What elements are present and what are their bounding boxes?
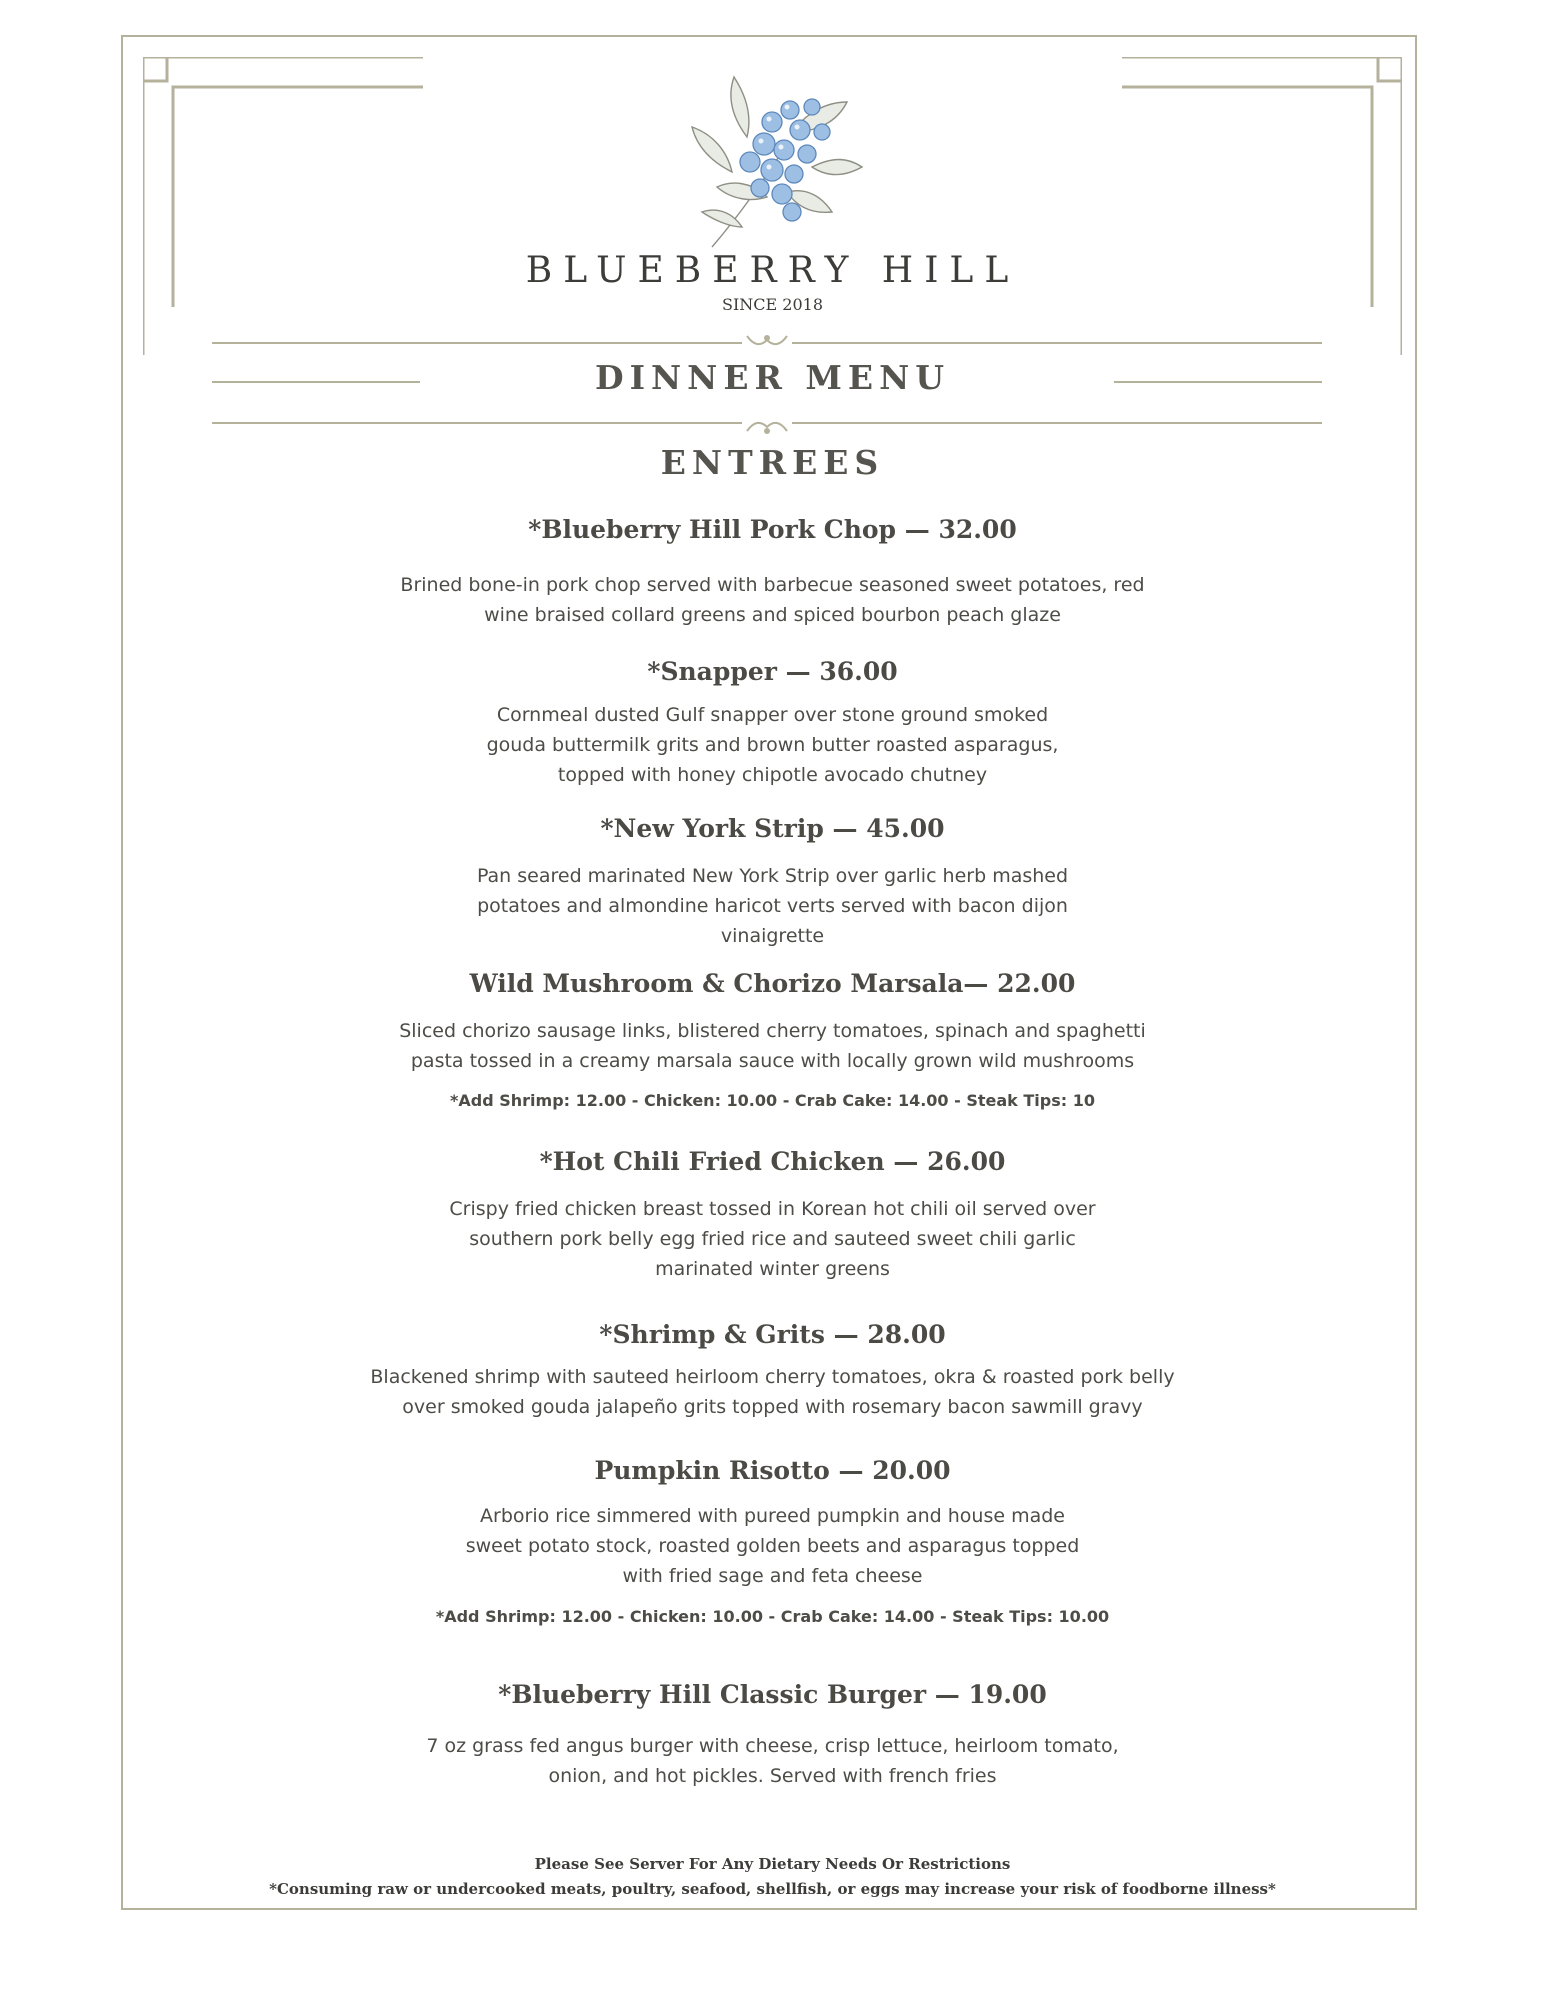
item-description-line: Cornmeal dusted Gulf snapper over stone ground smoked [496,704,1049,726]
food-safety-warning: *Consuming raw or undercooked meats, poultry, seafood, shellfish, or eggs may increase your risk of foodborne illness* [269,1880,1276,1898]
blueberry-logo-icon [672,62,872,252]
item-description-line: potatoes and almondine haricot verts served with bacon dijon [477,895,1068,917]
item-description [0,1016,1545,1076]
dietary-notice: Please See Server For Any Dietary Needs Or Restrictions [534,1855,1011,1873]
item-description [0,1501,1545,1591]
item-description-line: topped with honey chipotle avocado chutney [557,764,988,786]
item-description-line: wine braised collard greens and spiced bourbon peach glaze [484,604,1061,626]
item-name: Wild Mushroom & Chorizo Marsala— 22.00 [469,969,1076,998]
item-description-line: onion, and hot pickles. Served with french fries [548,1765,997,1787]
brand-name: BLUEBERRY HILL [525,250,1020,291]
item-description-line: vinaigrette [720,925,825,947]
item-description-line: gouda buttermilk grits and brown butter roasted asparagus, [486,734,1059,756]
item-description-line: pasta tossed in a creamy marsala sauce with locally grown wild mushrooms [410,1050,1135,1072]
item-name: *Blueberry Hill Classic Burger — 19.00 [498,1680,1047,1709]
ornamental-divider-top [212,328,1322,358]
item-name: *Shrimp & Grits — 28.00 [599,1320,946,1349]
item-description-line: Crispy fried chicken breast tossed in Korean hot chili oil served over [449,1198,1096,1220]
item-description-line: Pan seared marinated New York Strip over garlic herb mashed [476,865,1069,887]
item-description-line: 7 oz grass fed angus burger with cheese, crisp lettuce, heirloom tomato, [426,1735,1119,1757]
ornamental-divider-bottom [212,411,1322,441]
item-name: *Blueberry Hill Pork Chop — 32.00 [528,515,1017,544]
item-description-line: sweet potato stock, roasted golden beets and asparagus topped [465,1535,1080,1557]
item-description [0,700,1545,790]
item-description-line: Blackened shrimp with sauteed heirloom cherry tomatoes, okra & roasted pork belly [370,1366,1175,1388]
item-description [0,1194,1545,1284]
item-description [0,570,1545,630]
item-description-line: southern pork belly egg fried rice and sauteed sweet chili garlic [469,1228,1076,1250]
item-description-line: over smoked gouda jalapeño grits topped with rosemary bacon sawmill gravy [402,1396,1143,1418]
item-description [0,861,1545,951]
item-addon-options: *Add Shrimp: 12.00 - Chicken: 10.00 - Crab Cake: 14.00 - Steak Tips: 10.00 [435,1607,1110,1626]
item-description [0,1731,1545,1791]
item-name: *Hot Chili Fried Chicken — 26.00 [539,1147,1006,1176]
item-name: *Snapper — 36.00 [647,657,898,686]
item-description-line: with fried sage and feta cheese [622,1565,923,1587]
section-title-entrees: ENTREES [660,443,885,482]
brand-since: SINCE 2018 [721,295,823,314]
item-description-line: marinated winter greens [655,1258,890,1280]
item-name: *New York Strip — 45.00 [600,814,945,843]
item-description-line: Arborio rice simmered with pureed pumpkin and house made [480,1505,1065,1527]
item-description-line: Sliced chorizo sausage links, blistered cherry tomatoes, spinach and spaghetti [399,1020,1146,1042]
item-addon-options: *Add Shrimp: 12.00 - Chicken: 10.00 - Crab Cake: 14.00 - Steak Tips: 10 [450,1091,1095,1110]
item-description [0,1362,1545,1422]
menu-title: DINNER MENU [594,358,951,397]
item-description-line: Brined bone-in pork chop served with barbecue seasoned sweet potatoes, red [400,574,1145,596]
item-name: Pumpkin Risotto — 20.00 [594,1456,951,1485]
